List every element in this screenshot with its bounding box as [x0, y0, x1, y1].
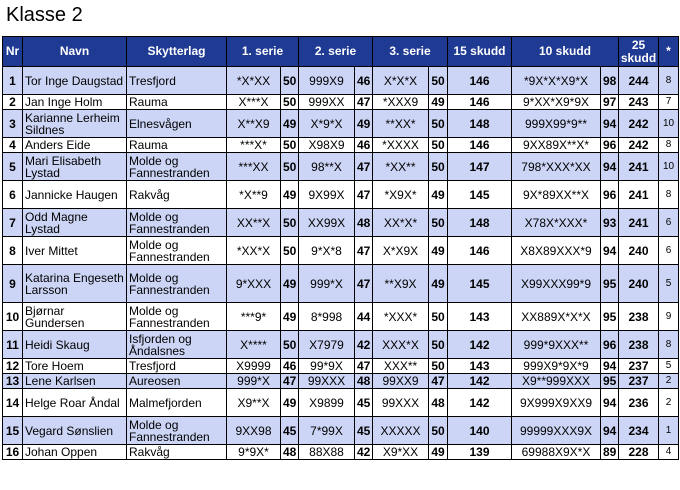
serie-3-shots: XXX*X: [373, 331, 429, 359]
series-10-shots: 999*9XXX**: [512, 331, 601, 359]
series-10-shots: 69988X9X*X: [512, 445, 601, 460]
club-name: Molde og Fannestranden: [127, 265, 227, 303]
row-number: 13: [3, 374, 23, 389]
sum-15-shots: 142: [448, 389, 512, 417]
serie-1-points: 50: [281, 331, 299, 359]
club-name: Aureosen: [127, 374, 227, 389]
serie-3-points: 49: [429, 95, 448, 110]
row-number: 11: [3, 331, 23, 359]
total-25-shots: 241: [619, 209, 659, 237]
club-name: Isfjorden og Åndalsnes: [127, 331, 227, 359]
serie-1-shots: ***X*: [227, 138, 281, 153]
table-row: [3, 237, 679, 265]
table-row: [3, 265, 679, 303]
total-25-shots: 244: [619, 67, 659, 95]
points-10-shots: 95: [601, 303, 619, 331]
table-row: [3, 67, 679, 95]
serie-1-points: 49: [281, 389, 299, 417]
header-serie-2: 2. serie: [299, 37, 373, 67]
shooter-name: Karianne Lerheim Sildnes: [23, 110, 127, 138]
serie-1-points: 46: [281, 359, 299, 374]
serie-1-shots: X***X: [227, 95, 281, 110]
serie-3-shots: XXX**: [373, 359, 429, 374]
series-10-shots: X8X89XXX*9: [512, 237, 601, 265]
serie-3-shots: *XXX*: [373, 303, 429, 331]
series-10-shots: 9X*89XX**X: [512, 181, 601, 209]
serie-1-points: 47: [281, 374, 299, 389]
points-10-shots: 96: [601, 331, 619, 359]
total-25-shots: 234: [619, 417, 659, 445]
sum-15-shots: 142: [448, 331, 512, 359]
club-name: Molde og Fannestranden: [127, 237, 227, 265]
series-10-shots: XX889X*X*X: [512, 303, 601, 331]
serie-3-shots: X*X*X: [373, 67, 429, 95]
header-serie-1: 1. serie: [227, 37, 299, 67]
club-name: Elnesvågen: [127, 110, 227, 138]
serie-2-shots: 999XX: [299, 95, 355, 110]
total-25-shots: 242: [619, 138, 659, 153]
sum-15-shots: 142: [448, 374, 512, 389]
inner-ten-count: 2: [659, 374, 679, 389]
shooter-name: Vegard Sønslien: [23, 417, 127, 445]
serie-1-shots: 9*XXX: [227, 265, 281, 303]
serie-1-points: 49: [281, 265, 299, 303]
table-row: [3, 303, 679, 331]
serie-1-points: 50: [281, 138, 299, 153]
serie-2-points: 47: [355, 265, 373, 303]
inner-ten-count: 8: [659, 331, 679, 359]
serie-2-shots: X98X9: [299, 138, 355, 153]
total-25-shots: 228: [619, 445, 659, 460]
header-serie-3: 3. serie: [373, 37, 448, 67]
club-name: Molde og Fannestranden: [127, 209, 227, 237]
sum-15-shots: 147: [448, 153, 512, 181]
serie-3-points: 50: [429, 67, 448, 95]
points-10-shots: 89: [601, 445, 619, 460]
serie-1-points: 50: [281, 67, 299, 95]
points-10-shots: 97: [601, 95, 619, 110]
shooter-name: Jan Inge Holm: [23, 95, 127, 110]
header-15-skudd: 15 skudd: [448, 37, 512, 67]
serie-3-shots: *XX**: [373, 153, 429, 181]
serie-2-shots: 9*X*8: [299, 237, 355, 265]
table-row: [3, 153, 679, 181]
table-row: [3, 417, 679, 445]
shooter-name: Odd Magne Lystad: [23, 209, 127, 237]
serie-3-shots: X*X9X: [373, 237, 429, 265]
serie-3-points: 49: [429, 237, 448, 265]
serie-3-shots: XXXXX: [373, 417, 429, 445]
series-10-shots: X9**999XXX: [512, 374, 601, 389]
serie-2-shots: 999X9: [299, 67, 355, 95]
sum-15-shots: 148: [448, 209, 512, 237]
inner-ten-count: 8: [659, 181, 679, 209]
inner-ten-count: 8: [659, 138, 679, 153]
serie-3-shots: *XXX9: [373, 95, 429, 110]
series-10-shots: X99XXX99*9: [512, 265, 601, 303]
serie-2-points: 47: [355, 95, 373, 110]
row-number: 15: [3, 417, 23, 445]
total-25-shots: 237: [619, 359, 659, 374]
table-row: [3, 181, 679, 209]
serie-1-shots: 999*X: [227, 374, 281, 389]
inner-ten-count: 1: [659, 417, 679, 445]
points-10-shots: 95: [601, 265, 619, 303]
serie-3-points: 48: [429, 389, 448, 417]
serie-2-points: 44: [355, 303, 373, 331]
serie-3-points: 49: [429, 181, 448, 209]
header-row: [3, 37, 679, 67]
shooter-name: Lene Karlsen: [23, 374, 127, 389]
serie-1-points: 49: [281, 110, 299, 138]
serie-2-points: 47: [355, 359, 373, 374]
serie-3-shots: **XX*: [373, 110, 429, 138]
row-number: 4: [3, 138, 23, 153]
serie-2-points: 47: [355, 181, 373, 209]
shooter-name: Bjørnar Gundersen: [23, 303, 127, 331]
shooter-name: Tore Hoem: [23, 359, 127, 374]
serie-1-shots: *XX*X: [227, 237, 281, 265]
serie-3-shots: **X9X: [373, 265, 429, 303]
serie-2-points: 45: [355, 417, 373, 445]
serie-1-shots: *X**9: [227, 181, 281, 209]
serie-2-shots: X7979: [299, 331, 355, 359]
serie-2-shots: 98**X: [299, 153, 355, 181]
series-10-shots: X78X*XXX*: [512, 209, 601, 237]
shooter-name: Heidi Skaug: [23, 331, 127, 359]
serie-2-shots: 999*X: [299, 265, 355, 303]
header-nr: Nr: [3, 37, 23, 67]
serie-3-shots: 99XX9: [373, 374, 429, 389]
serie-1-points: 49: [281, 181, 299, 209]
total-25-shots: 240: [619, 265, 659, 303]
serie-1-points: 48: [281, 445, 299, 460]
serie-3-points: 47: [429, 374, 448, 389]
shooter-name: Tor Inge Daugstad: [23, 67, 127, 95]
series-10-shots: 9X999X9XX9: [512, 389, 601, 417]
serie-3-shots: X9*XX: [373, 445, 429, 460]
inner-ten-count: 10: [659, 110, 679, 138]
total-25-shots: 238: [619, 331, 659, 359]
serie-3-shots: XX*X*: [373, 209, 429, 237]
inner-ten-count: 5: [659, 359, 679, 374]
serie-3-points: 49: [429, 265, 448, 303]
serie-2-shots: 8*998: [299, 303, 355, 331]
sum-15-shots: 143: [448, 359, 512, 374]
series-10-shots: *9X*X*X9*X: [512, 67, 601, 95]
shooter-name: Katarina Engeseth Larsson: [23, 265, 127, 303]
serie-2-shots: XX99X: [299, 209, 355, 237]
inner-ten-count: 5: [659, 265, 679, 303]
sum-15-shots: 148: [448, 110, 512, 138]
serie-2-shots: 7*99X: [299, 417, 355, 445]
results-table: [2, 36, 679, 460]
points-10-shots: 93: [601, 209, 619, 237]
points-10-shots: 94: [601, 110, 619, 138]
serie-2-shots: X9899: [299, 389, 355, 417]
inner-ten-count: 6: [659, 237, 679, 265]
sum-15-shots: 146: [448, 67, 512, 95]
serie-1-points: 50: [281, 209, 299, 237]
club-name: Molde og Fannestranden: [127, 303, 227, 331]
inner-ten-count: 4: [659, 445, 679, 460]
serie-1-shots: X**X9: [227, 110, 281, 138]
header-25-skudd: 25 skudd: [619, 37, 659, 67]
serie-1-points: 49: [281, 303, 299, 331]
table-row: [3, 389, 679, 417]
serie-3-points: 50: [429, 417, 448, 445]
club-name: Rakvåg: [127, 445, 227, 460]
total-25-shots: 238: [619, 303, 659, 331]
sum-15-shots: 140: [448, 417, 512, 445]
serie-3-points: 50: [429, 359, 448, 374]
row-number: 12: [3, 359, 23, 374]
header-10-skudd: 10 skudd: [512, 37, 619, 67]
inner-ten-count: 2: [659, 389, 679, 417]
points-10-shots: 94: [601, 417, 619, 445]
serie-1-shots: ***9*: [227, 303, 281, 331]
points-10-shots: 94: [601, 389, 619, 417]
sum-15-shots: 143: [448, 303, 512, 331]
serie-1-shots: 9*9X*: [227, 445, 281, 460]
serie-1-points: 50: [281, 95, 299, 110]
shooter-name: Jannicke Haugen: [23, 181, 127, 209]
series-10-shots: 9XX89X**X*: [512, 138, 601, 153]
table-row: [3, 138, 679, 153]
header-navn: Navn: [23, 37, 127, 67]
club-name: Molde og Fannestranden: [127, 417, 227, 445]
header-star: *: [659, 37, 679, 67]
serie-3-points: 50: [429, 138, 448, 153]
shooter-name: Iver Mittet: [23, 237, 127, 265]
serie-1-points: 50: [281, 237, 299, 265]
shooter-name: Helge Roar Åndal: [23, 389, 127, 417]
serie-1-points: 50: [281, 153, 299, 181]
serie-3-points: 50: [429, 110, 448, 138]
points-10-shots: 94: [601, 153, 619, 181]
series-10-shots: 99999XXX9X: [512, 417, 601, 445]
sum-15-shots: 139: [448, 445, 512, 460]
table-row: [3, 95, 679, 110]
serie-2-points: 48: [355, 374, 373, 389]
inner-ten-count: 10: [659, 153, 679, 181]
serie-3-points: 50: [429, 209, 448, 237]
serie-1-shots: X9999: [227, 359, 281, 374]
inner-ten-count: 7: [659, 95, 679, 110]
club-name: Tresfjord: [127, 359, 227, 374]
total-25-shots: 243: [619, 95, 659, 110]
serie-3-shots: *XXXX: [373, 138, 429, 153]
row-number: 16: [3, 445, 23, 460]
row-number: 3: [3, 110, 23, 138]
table-row: [3, 359, 679, 374]
table-row: [3, 209, 679, 237]
sum-15-shots: 146: [448, 138, 512, 153]
serie-1-shots: X9**X: [227, 389, 281, 417]
series-10-shots: 999X99*9**: [512, 110, 601, 138]
club-name: Malmefjorden: [127, 389, 227, 417]
serie-3-points: 50: [429, 331, 448, 359]
serie-2-points: 48: [355, 209, 373, 237]
serie-2-points: 46: [355, 67, 373, 95]
serie-2-points: 45: [355, 389, 373, 417]
shooter-name: Anders Eide: [23, 138, 127, 153]
serie-2-points: 49: [355, 110, 373, 138]
club-name: Molde og Fannestranden: [127, 153, 227, 181]
club-name: Tresfjord: [127, 67, 227, 95]
points-10-shots: 94: [601, 359, 619, 374]
serie-3-points: 50: [429, 153, 448, 181]
club-name: Rauma: [127, 95, 227, 110]
points-10-shots: 98: [601, 67, 619, 95]
serie-3-shots: *X9X*: [373, 181, 429, 209]
points-10-shots: 96: [601, 181, 619, 209]
inner-ten-count: 9: [659, 303, 679, 331]
serie-3-shots: 99XXX: [373, 389, 429, 417]
serie-2-points: 47: [355, 237, 373, 265]
page-title: Klasse 2: [6, 4, 83, 26]
row-number: 14: [3, 389, 23, 417]
club-name: Rakvåg: [127, 181, 227, 209]
series-10-shots: 999X9*9X*9: [512, 359, 601, 374]
serie-2-points: 46: [355, 138, 373, 153]
table-row: [3, 374, 679, 389]
total-25-shots: 242: [619, 110, 659, 138]
serie-3-points: 50: [429, 303, 448, 331]
row-number: 7: [3, 209, 23, 237]
serie-2-shots: 88X88: [299, 445, 355, 460]
row-number: 2: [3, 95, 23, 110]
serie-1-shots: XX**X: [227, 209, 281, 237]
header-skytterlag: Skytterlag: [127, 37, 227, 67]
serie-1-points: 45: [281, 417, 299, 445]
row-number: 8: [3, 237, 23, 265]
total-25-shots: 237: [619, 374, 659, 389]
row-number: 1: [3, 67, 23, 95]
serie-2-shots: X*9*X: [299, 110, 355, 138]
shooter-name: Mari Elisabeth Lystad: [23, 153, 127, 181]
serie-1-shots: X****: [227, 331, 281, 359]
inner-ten-count: 8: [659, 67, 679, 95]
serie-1-shots: *X*XX: [227, 67, 281, 95]
serie-2-shots: 99*9X: [299, 359, 355, 374]
points-10-shots: 94: [601, 237, 619, 265]
serie-2-points: 47: [355, 153, 373, 181]
total-25-shots: 236: [619, 389, 659, 417]
total-25-shots: 241: [619, 181, 659, 209]
series-10-shots: 9*XX*X9*9X: [512, 95, 601, 110]
serie-2-points: 42: [355, 331, 373, 359]
sum-15-shots: 146: [448, 237, 512, 265]
sum-15-shots: 146: [448, 95, 512, 110]
club-name: Rauma: [127, 138, 227, 153]
sum-15-shots: 145: [448, 181, 512, 209]
serie-3-points: 49: [429, 445, 448, 460]
serie-2-shots: 9X99X: [299, 181, 355, 209]
inner-ten-count: 6: [659, 209, 679, 237]
row-number: 6: [3, 181, 23, 209]
shooter-name: Johan Oppen: [23, 445, 127, 460]
points-10-shots: 96: [601, 138, 619, 153]
table-row: [3, 331, 679, 359]
row-number: 5: [3, 153, 23, 181]
row-number: 9: [3, 265, 23, 303]
table-row: [3, 445, 679, 460]
serie-1-shots: 9XX98: [227, 417, 281, 445]
series-10-shots: 798*XXX*XX: [512, 153, 601, 181]
serie-2-shots: 99XXX: [299, 374, 355, 389]
sum-15-shots: 145: [448, 265, 512, 303]
table-row: [3, 110, 679, 138]
row-number: 10: [3, 303, 23, 331]
points-10-shots: 95: [601, 374, 619, 389]
serie-1-shots: ***XX: [227, 153, 281, 181]
serie-2-points: 42: [355, 445, 373, 460]
total-25-shots: 240: [619, 237, 659, 265]
total-25-shots: 241: [619, 153, 659, 181]
